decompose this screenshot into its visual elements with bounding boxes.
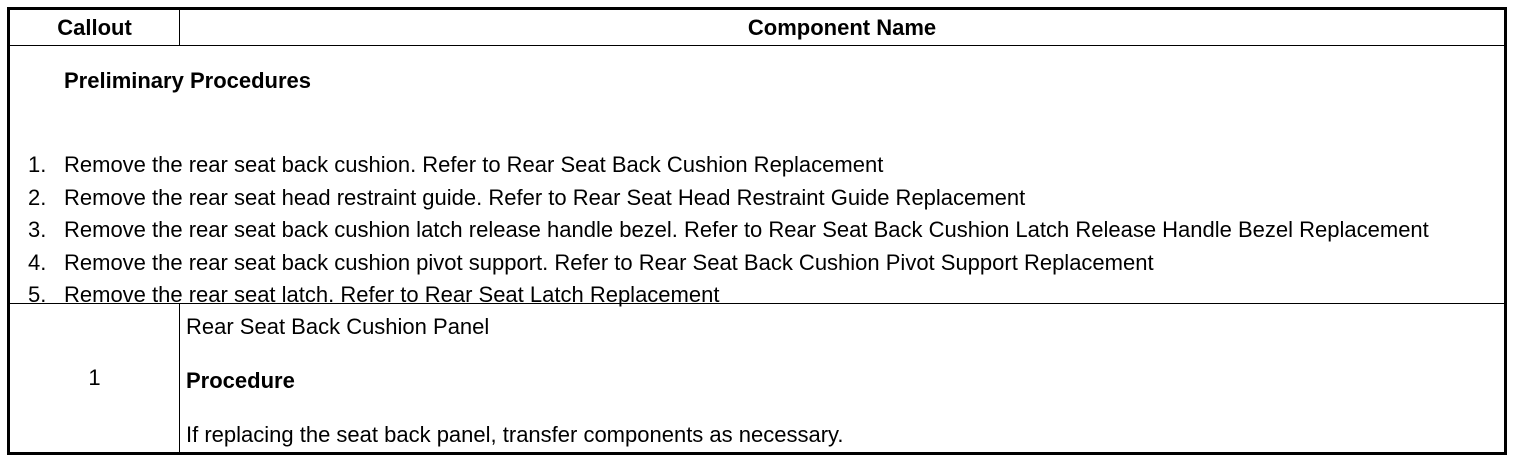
step-number: 3.: [28, 217, 47, 242]
step-text: Remove the rear seat back cushion pivot support. Refer to Rear Seat Back Cushion Pivot Support Replacement: [64, 249, 1154, 275]
preliminary-cell: [9, 46, 1506, 307]
preliminary-title: Preliminary Procedures: [64, 68, 312, 93]
step-number: 5.: [28, 282, 47, 307]
step-item: [10, 182, 1470, 213]
component-name: Rear Seat Back Cushion Panel: [186, 314, 490, 339]
step-item: [10, 247, 1470, 278]
step-number: 4.: [28, 249, 47, 275]
table-row: [9, 304, 1506, 454]
callout-number: 1: [9, 304, 180, 454]
procedure-text: If replacing the seat back panel, transfer components as necessary.: [186, 422, 844, 447]
preliminary-row: [9, 46, 1506, 304]
step-text: Remove the rear seat back cushion latch release handle bezel. Refer to Rear Seat Back Cushion Latch Release Handle Bezel Replacement: [64, 217, 1429, 242]
step-text: Remove the rear seat head restraint guide. Refer to Rear Seat Head Restraint Guide Replacement: [64, 184, 1026, 210]
procedure-label: Procedure: [186, 368, 295, 393]
component-name-header: Component Name: [180, 9, 1506, 46]
step-item: [10, 214, 1470, 245]
step-text: Remove the rear seat latch. Refer to Rear Seat Latch Replacement: [64, 282, 720, 307]
header-row: [9, 9, 1506, 46]
step-item: [10, 149, 1470, 180]
callout-header: Callout: [9, 9, 180, 46]
component-table: [7, 7, 1507, 455]
preliminary-steps: [10, 149, 1470, 312]
step-text: Remove the rear seat back cushion. Refer to Rear Seat Back Cushion Replacement: [64, 152, 884, 177]
step-number: 2.: [28, 184, 47, 210]
component-cell: [180, 304, 1506, 454]
step-number: 1.: [28, 152, 47, 177]
